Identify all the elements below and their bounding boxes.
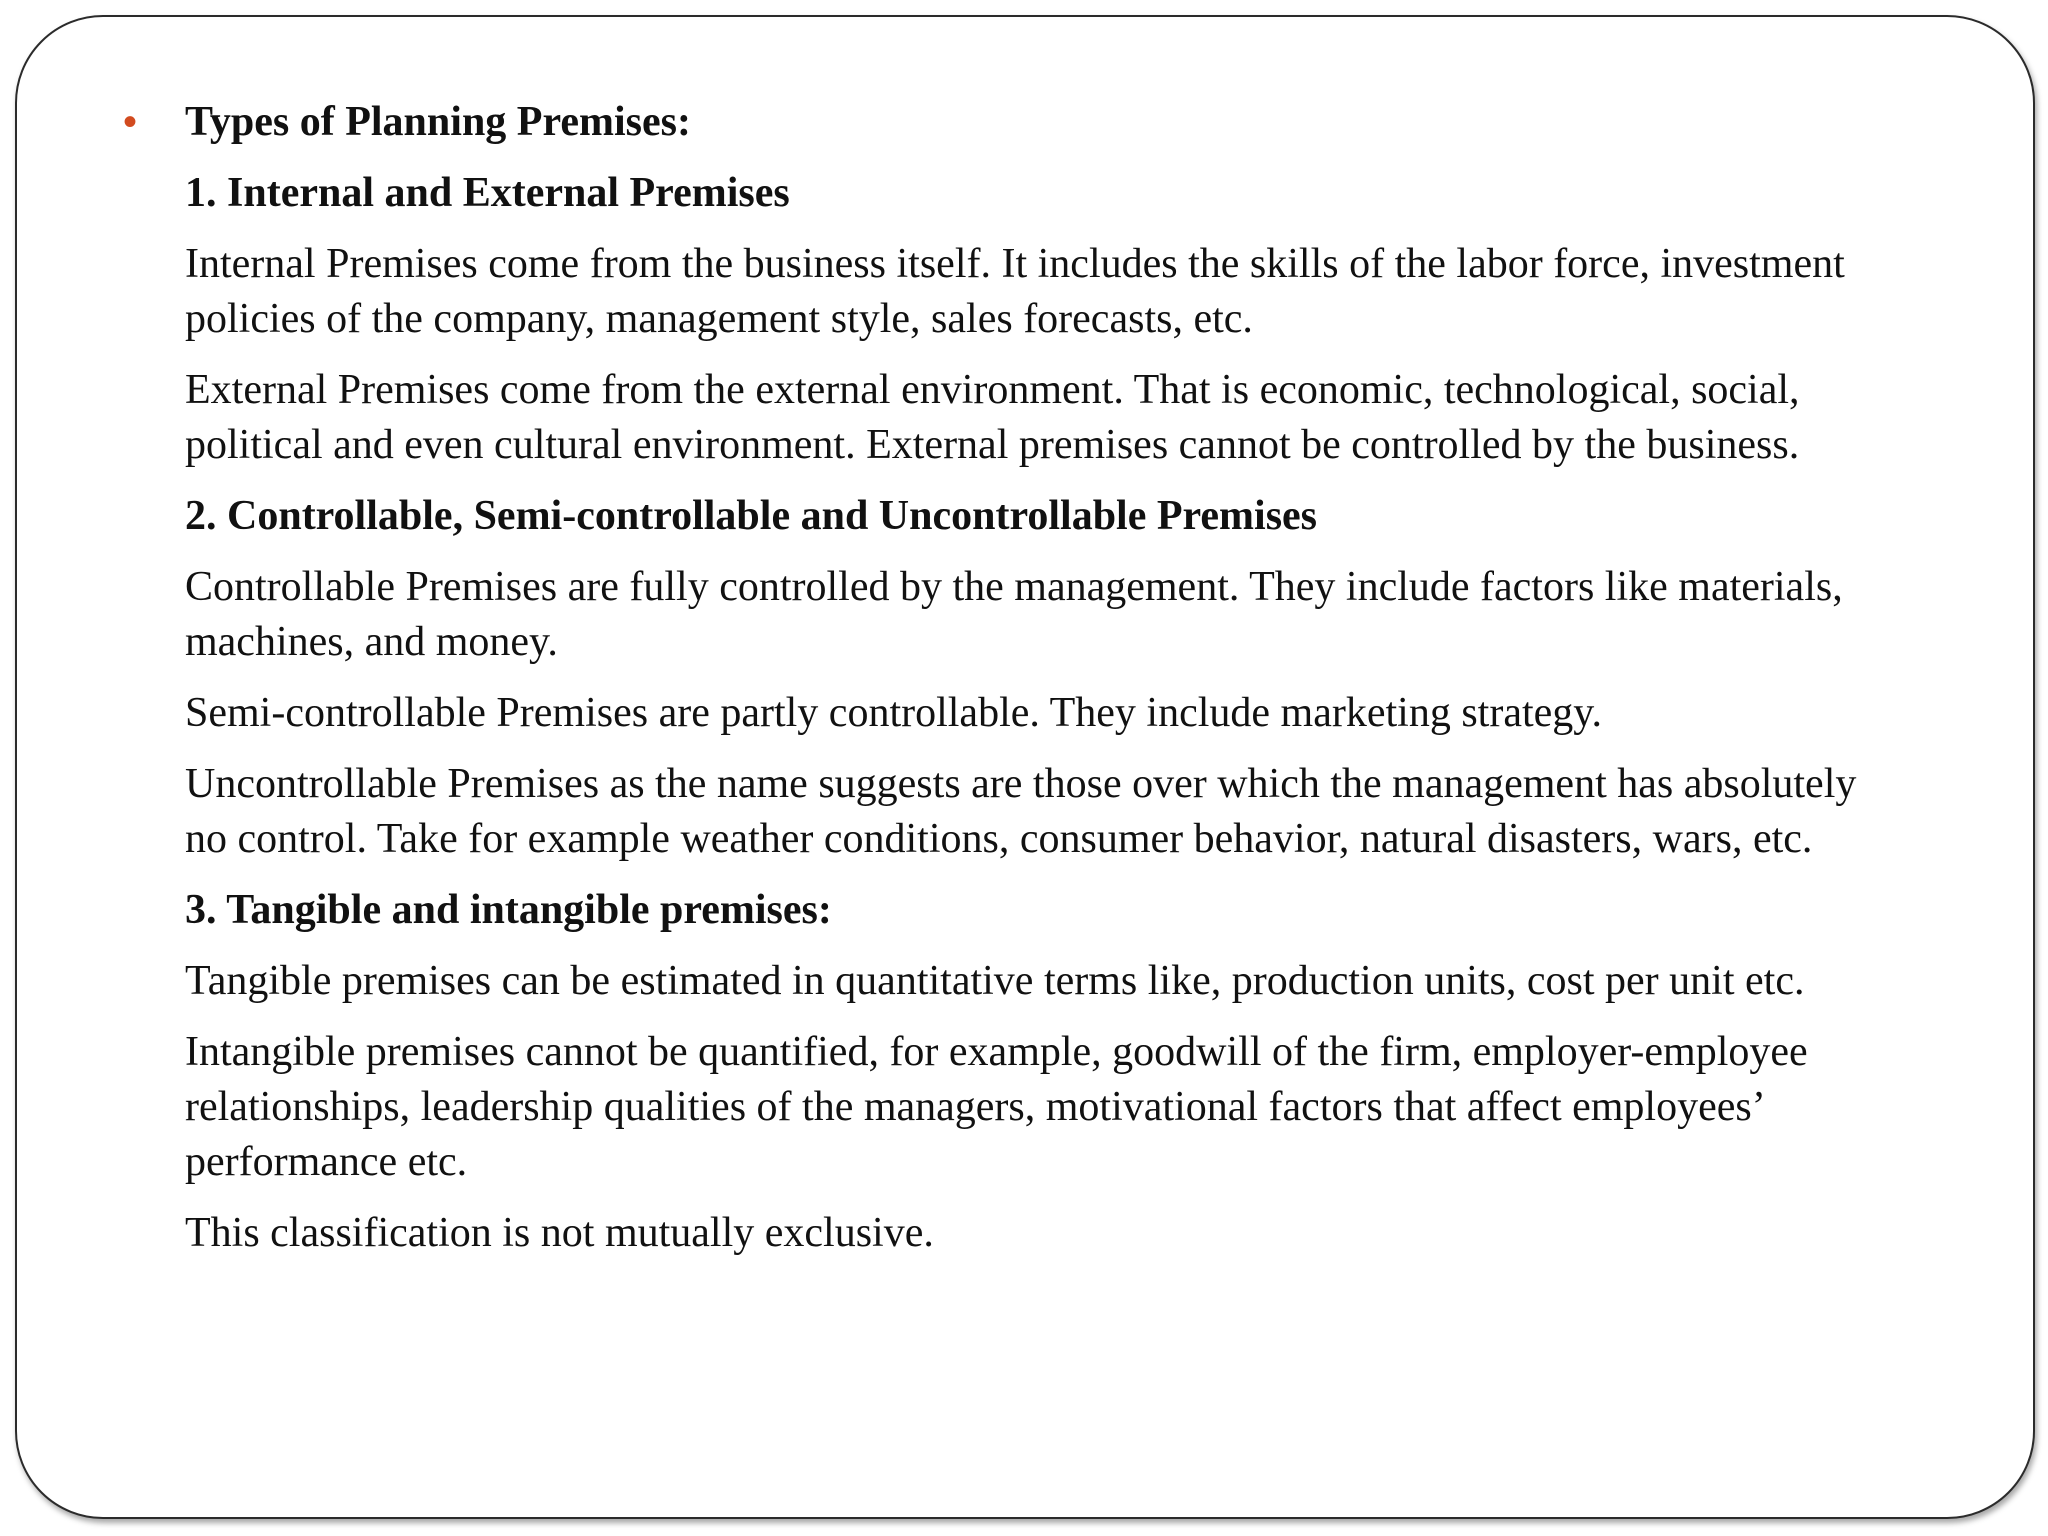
- section-heading-2: 2. Controllable, Semi-controllable and Uncontrollable Premises: [185, 493, 1318, 539]
- paragraph-semi-controllable-premises: Semi-controllable Premises are partly controllable. They include marketing strategy.: [185, 690, 1603, 736]
- section-heading-3: 3. Tangible and intangible premises:: [185, 887, 832, 933]
- slide-content: [185, 95, 1905, 1277]
- paragraph-external-premises: External Premises come from the external environment. That is economic, technological, social, political and even cultural environment. External premises cannot be controlled by the business.: [185, 367, 1800, 468]
- section-heading-1: 1. Internal and External Premises: [185, 170, 790, 216]
- paragraph-uncontrollable-premises: Uncontrollable Premises as the name suggests are those over which the management has absolutely no control. Take for example weather conditions, consumer behavior, natural disasters, wars, etc.: [185, 761, 1857, 862]
- paragraph-controllable-premises: Controllable Premises are fully controlled by the management. They include factors like materials, machines, and money.: [185, 564, 1843, 665]
- slide-title: Types of Planning Premises:: [185, 99, 691, 145]
- paragraph-tangible-premises: Tangible premises can be estimated in quantitative terms like, production units, cost per unit etc.: [185, 958, 1805, 1004]
- paragraph-classification-note: This classification is not mutually exclusive.: [185, 1210, 934, 1256]
- paragraph-intangible-premises: Intangible premises cannot be quantified, for example, goodwill of the firm, employer-employee relationships, leadership qualities of the managers, motivational factors that affect employees’ performance etc.: [185, 1029, 1808, 1185]
- paragraph-internal-premises: Internal Premises come from the business itself. It includes the skills of the labor force, investment policies of the company, management style, sales forecasts, etc.: [185, 241, 1845, 342]
- bullet-dot-icon: •: [123, 100, 138, 144]
